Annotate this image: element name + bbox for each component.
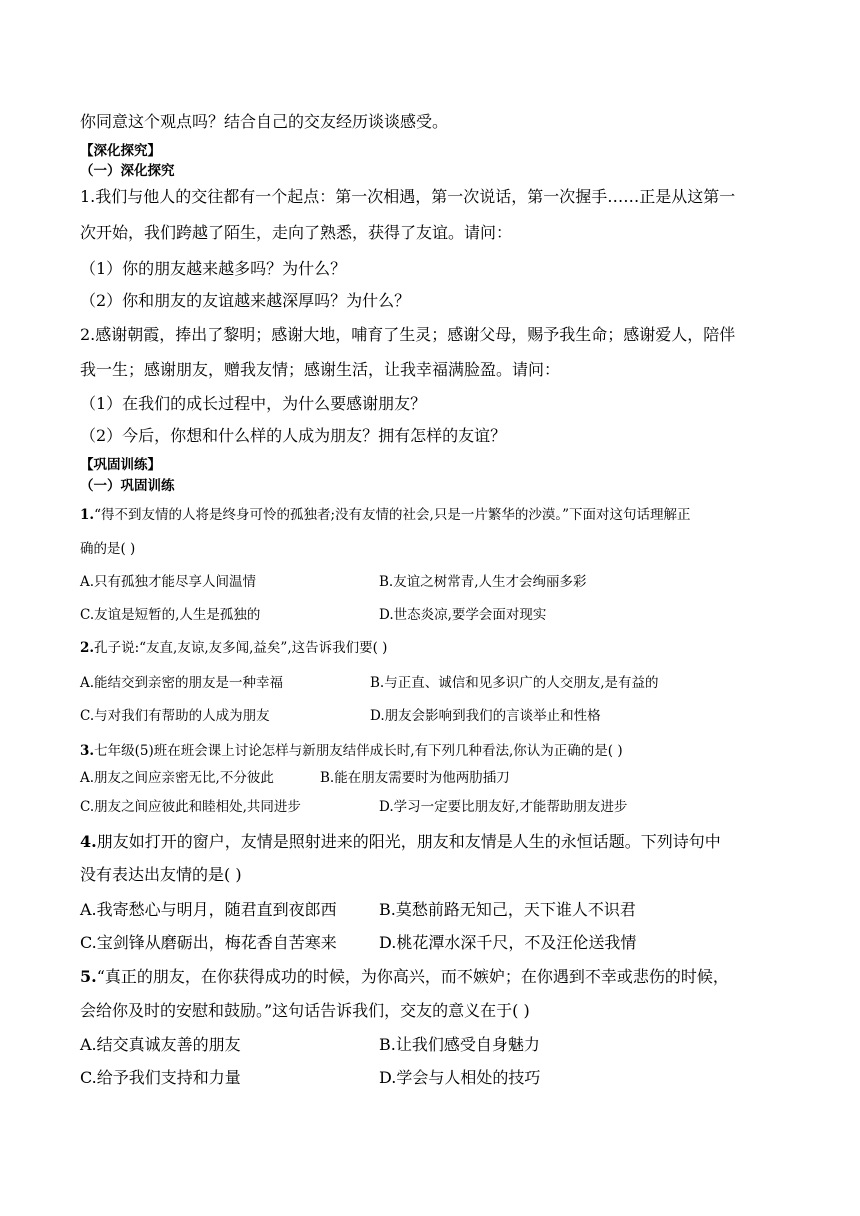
question-text: 孔子说:“友直,友谅,友多闻,益矣”,这告诉我们要( ) — [94, 640, 388, 656]
deepen-q2-sub2: （2）今后，你想和什么样的人成为朋友？拥有怎样的友谊？ — [80, 426, 507, 445]
deepen-q2-line1 — [80, 327, 735, 343]
quiz-q2-option-a: A.能结交到亲密的朋友是一种幸福 — [80, 675, 284, 691]
quiz-q1-option-a: A.只有孤独才能尽享人间温情 — [80, 574, 257, 590]
question-number: 2. — [80, 325, 96, 344]
quiz-q4-line1 — [80, 834, 721, 850]
question-number: 2. — [80, 640, 95, 656]
quiz-q5-option-c: C.给予我们支持和力量 — [80, 1068, 241, 1087]
section-subheading-deepen: （一）深化探究 — [80, 163, 175, 179]
quiz-q4-option-b: B.莫愁前路无知己，天下谁人不识君 — [379, 900, 636, 919]
quiz-q5-option-b: B.让我们感受自身魅力 — [379, 1035, 540, 1054]
quiz-q5-line2: 会给你及时的安慰和鼓励。”这句话告诉我们，交友的意义在于( ) — [80, 1001, 530, 1020]
quiz-q1-option-c: C.友谊是短暂的,人生是孤独的 — [80, 607, 261, 623]
quiz-q2-option-d: D.朋友会影响到我们的言谈举止和性格 — [370, 708, 601, 724]
deepen-q1-sub2: （2）你和朋友的友谊越来越深厚吗？为什么？ — [80, 291, 411, 310]
deepen-q1-sub1: （1）你的朋友越来越多吗？为什么？ — [80, 259, 347, 278]
question-number: 4. — [80, 832, 97, 851]
question-number: 1. — [80, 507, 95, 523]
quiz-q1-line2: 确的是( ) — [80, 541, 136, 557]
quiz-q5-line1 — [80, 969, 729, 985]
deepen-q1-line2: 次开始，我们跨越了陌生，走向了熟悉，获得了友谊。请问： — [80, 223, 513, 242]
quiz-q3-line1 — [80, 745, 623, 759]
question-text: “真正的朋友，在你获得成功的时候，为你高兴，而不嫉妒；在你遇到不幸或悲伤的时候， — [96, 967, 729, 986]
quiz-q4-option-d: D.桃花潭水深千尺，不及汪伦送我情 — [379, 933, 637, 952]
quiz-q4-option-c: C.宝剑锋从磨砺出，梅花香自苦寒来 — [80, 933, 337, 952]
quiz-q2-option-c: C.与对我们有帮助的人成为朋友 — [80, 708, 270, 724]
quiz-q3-option-b: B.能在朋友需要时为他两肋插刀 — [320, 770, 510, 786]
question-text: 感谢朝霞，捧出了黎明；感谢大地，哺育了生灵；感谢父母，赐予我生命；感谢爱人，陪伴 — [95, 325, 736, 344]
quiz-q3-option-a: A.朋友之间应亲密无比,不分彼此 — [80, 770, 274, 786]
quiz-q1-line1 — [80, 509, 691, 523]
deepen-q2-line2: 我一生；感谢朋友，赠我友情；感谢生活，让我幸福满脸盈。请问： — [80, 360, 561, 379]
deepen-q2-sub1: （1）在我们的成长过程中，为什么要感谢朋友？ — [80, 394, 427, 413]
quiz-q5-option-a: A.结交真诚友善的朋友 — [80, 1035, 241, 1054]
question-text: 七年级(5)班在班会课上讨论怎样与新朋友结伴成长时,有下列几种看法,你认为正确的是( ) — [94, 743, 623, 759]
quiz-q5-option-d: D.学会与人相处的技巧 — [379, 1068, 541, 1087]
intro-text: 你同意这个观点吗？结合自己的交友经历谈谈感受。 — [80, 112, 449, 131]
question-number: 1. — [80, 187, 96, 206]
quiz-q2-line1 — [80, 642, 387, 656]
quiz-q1-option-d: D.世态炎凉,要学会面对现实 — [379, 607, 547, 623]
quiz-q1-option-b: B.友谊之树常青,人生才会绚丽多彩 — [379, 574, 587, 590]
quiz-q4-option-a: A.我寄愁心与明月，随君直到夜郎西 — [80, 900, 337, 919]
question-number: 5. — [80, 967, 97, 986]
quiz-q4-line2: 没有表达出友情的是( ) — [80, 865, 242, 884]
section-heading-consolidate: 【巩固训练】 — [80, 457, 161, 473]
quiz-q2-option-b: B.与正直、诚信和见多识广的人交朋友,是有益的 — [370, 675, 659, 691]
question-text: 我们与他人的交往都有一个起点：第一次相遇，第一次说话，第一次握手……正是从这第一 — [95, 187, 736, 206]
question-number: 3. — [80, 743, 95, 759]
question-text: 朋友如打开的窗户，友情是照射进来的阳光，朋友和友情是人生的永恒话题。下列诗句中 — [96, 832, 721, 851]
quiz-q3-option-d: D.学习一定要比朋友好,才能帮助朋友进步 — [379, 799, 628, 815]
section-subheading-consolidate: （一）巩固训练 — [80, 478, 175, 494]
deepen-q1-line1 — [80, 189, 735, 205]
quiz-q3-option-c: C.朋友之间应彼此和睦相处,共同进步 — [80, 799, 301, 815]
section-heading-deepen: 【深化探究】 — [80, 143, 161, 159]
question-text: “得不到友情的人将是终身可怜的孤独者;没有友情的社会,只是一片繁华的沙漠。”下面对这句话理解正 — [94, 507, 691, 523]
